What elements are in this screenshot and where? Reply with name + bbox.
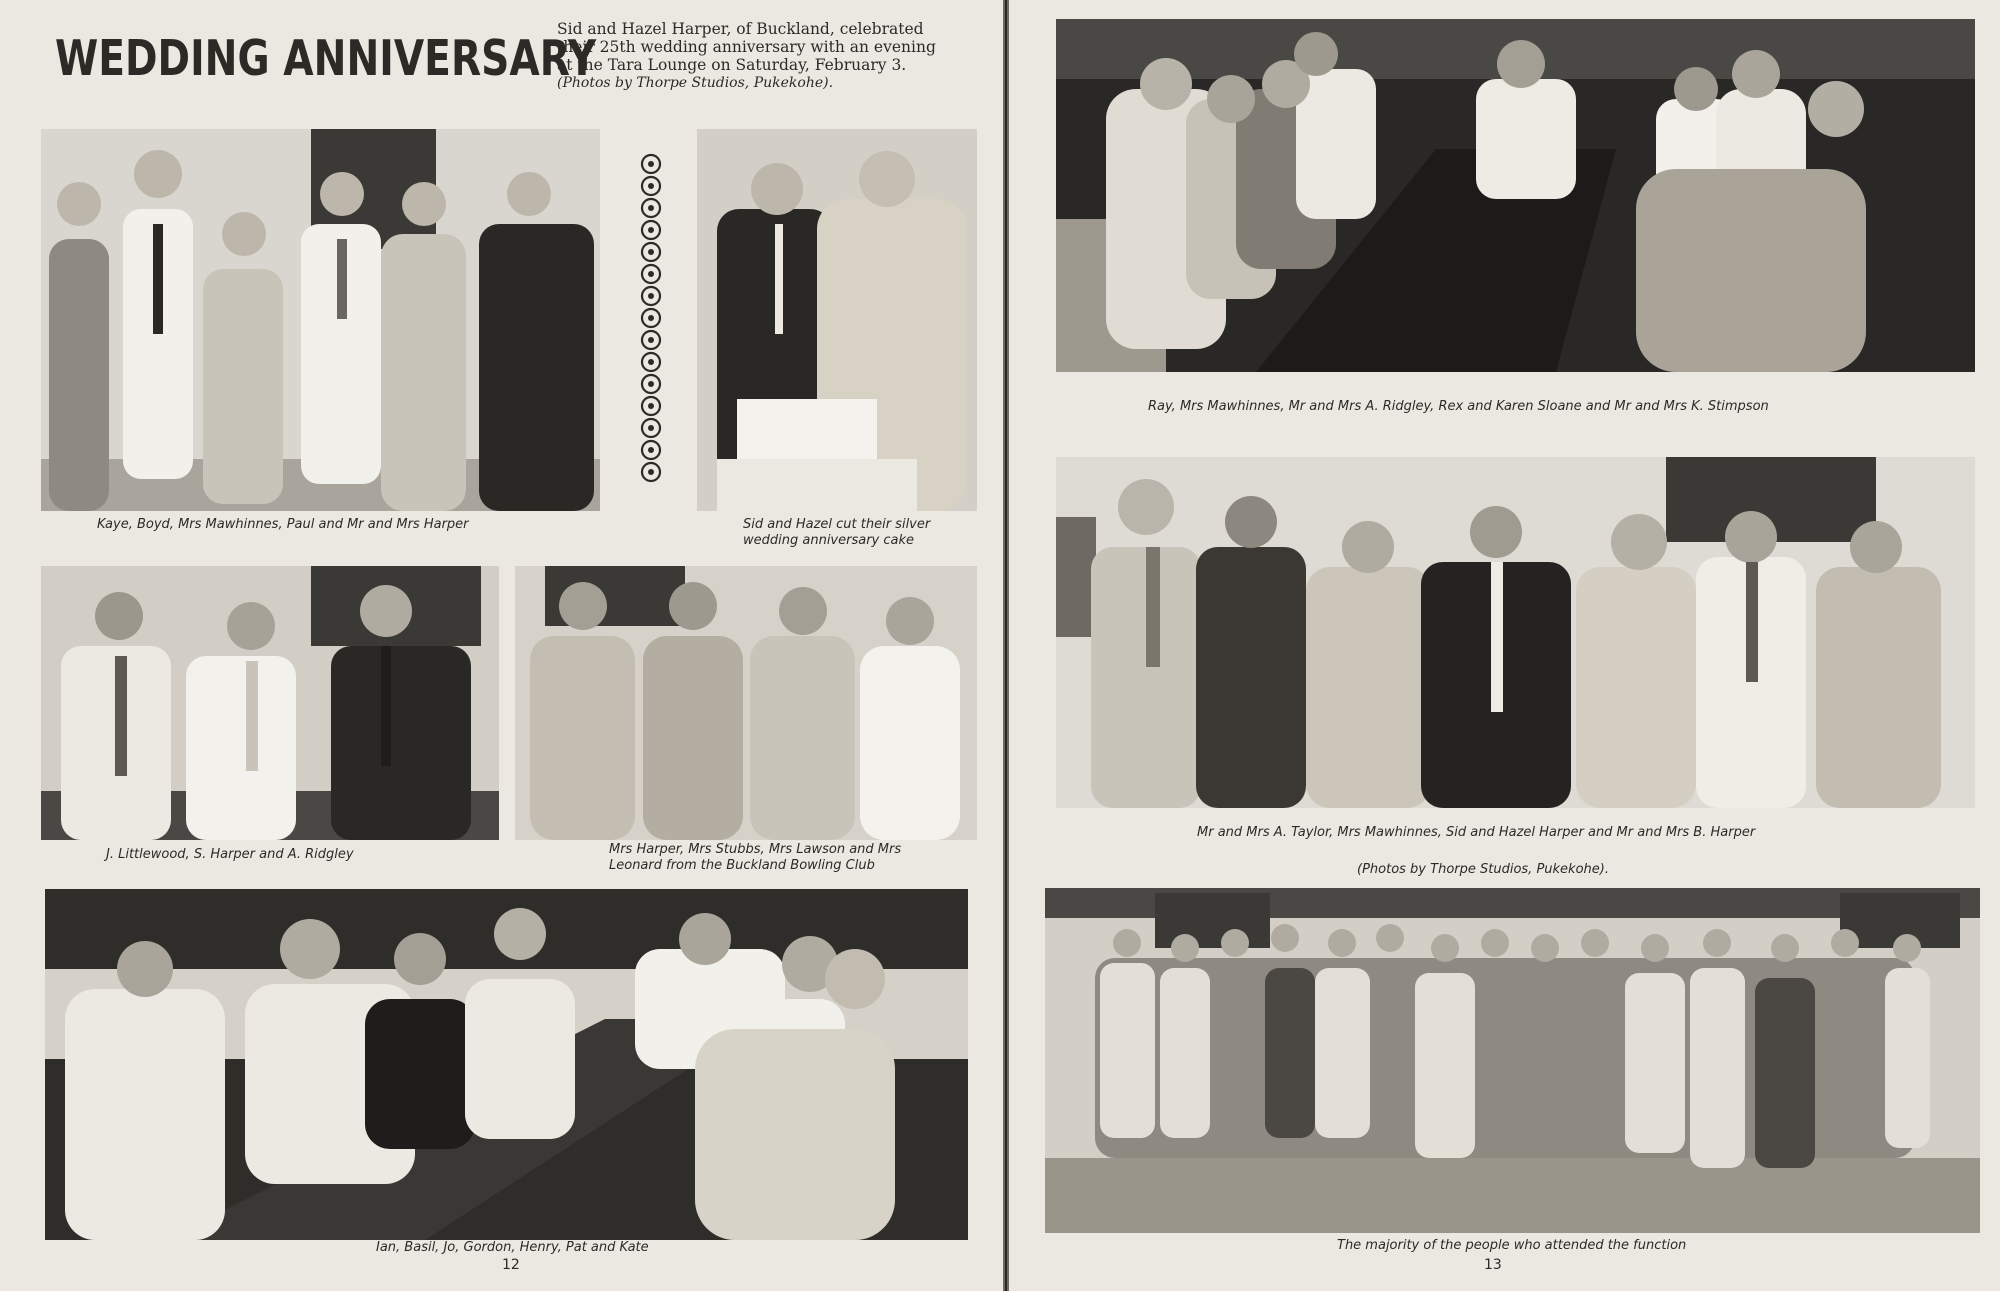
caption-bowling-club bbox=[609, 842, 989, 874]
page-number-left: 12 bbox=[502, 1257, 520, 1273]
caption-group-lineup: Mr and Mrs A. Taylor, Mrs Mawhinnes, Sid and Hazel Harper and Mr and Mrs B. Harper bbox=[1197, 825, 1756, 840]
caption-dinner-table: Ray, Mrs Mawhinnes, Mr and Mrs A. Ridgley, Rex and Karen Sloane and Mr and Mrs K. Stimpson bbox=[1148, 399, 1769, 414]
intro-line-1: Sid and Hazel Harper, of Buckland, celebrated bbox=[557, 20, 924, 38]
photo-cake-cutting bbox=[697, 129, 977, 511]
intro-text bbox=[557, 20, 977, 92]
photo-three-men bbox=[41, 566, 499, 840]
caption-crowd: The majority of the people who attended the function bbox=[1337, 1238, 1687, 1253]
caption-three-men: J. Littlewood, S. Harper and A. Ridgley bbox=[106, 847, 354, 862]
caption-cake-cutting bbox=[743, 517, 983, 549]
caption-bowling-line-2: Leonard from the Buckland Bowling Club bbox=[609, 858, 875, 873]
intro-photo-credit: (Photos by Thorpe Studios, Pukekohe). bbox=[557, 75, 834, 91]
intro-line-3: at the Tara Lounge on Saturday, February 3. bbox=[557, 56, 907, 74]
photo-dinner-table bbox=[1056, 19, 1975, 372]
caption-family-lineup: Kaye, Boyd, Mrs Mawhinnes, Paul and Mr and Mrs Harper bbox=[97, 517, 469, 532]
caption-cake-line-1: Sid and Hazel cut their silver bbox=[743, 517, 931, 532]
photo-family-lineup bbox=[41, 129, 600, 511]
caption-cake-line-2: wedding anniversary cake bbox=[743, 533, 915, 548]
caption-seated-table: Ian, Basil, Jo, Gordon, Henry, Pat and Kate bbox=[376, 1240, 649, 1255]
caption-photo-credit: (Photos by Thorpe Studios, Pukekohe). bbox=[1357, 862, 1609, 877]
intro-line-2: their 25th wedding anniversary with an evening bbox=[557, 38, 936, 56]
caption-bowling-line-1: Mrs Harper, Mrs Stubbs, Mrs Lawson and Mrs bbox=[609, 842, 902, 857]
photo-crowd bbox=[1045, 888, 1980, 1233]
photo-seated-table bbox=[45, 889, 968, 1240]
photo-bowling-club bbox=[515, 566, 977, 840]
page-number-right: 13 bbox=[1484, 1257, 1502, 1273]
headline: WEDDING ANNIVERSARY bbox=[55, 30, 597, 87]
right-page bbox=[1009, 0, 2000, 1291]
decorative-flourish-icon bbox=[636, 152, 666, 492]
photo-group-lineup bbox=[1056, 457, 1975, 808]
